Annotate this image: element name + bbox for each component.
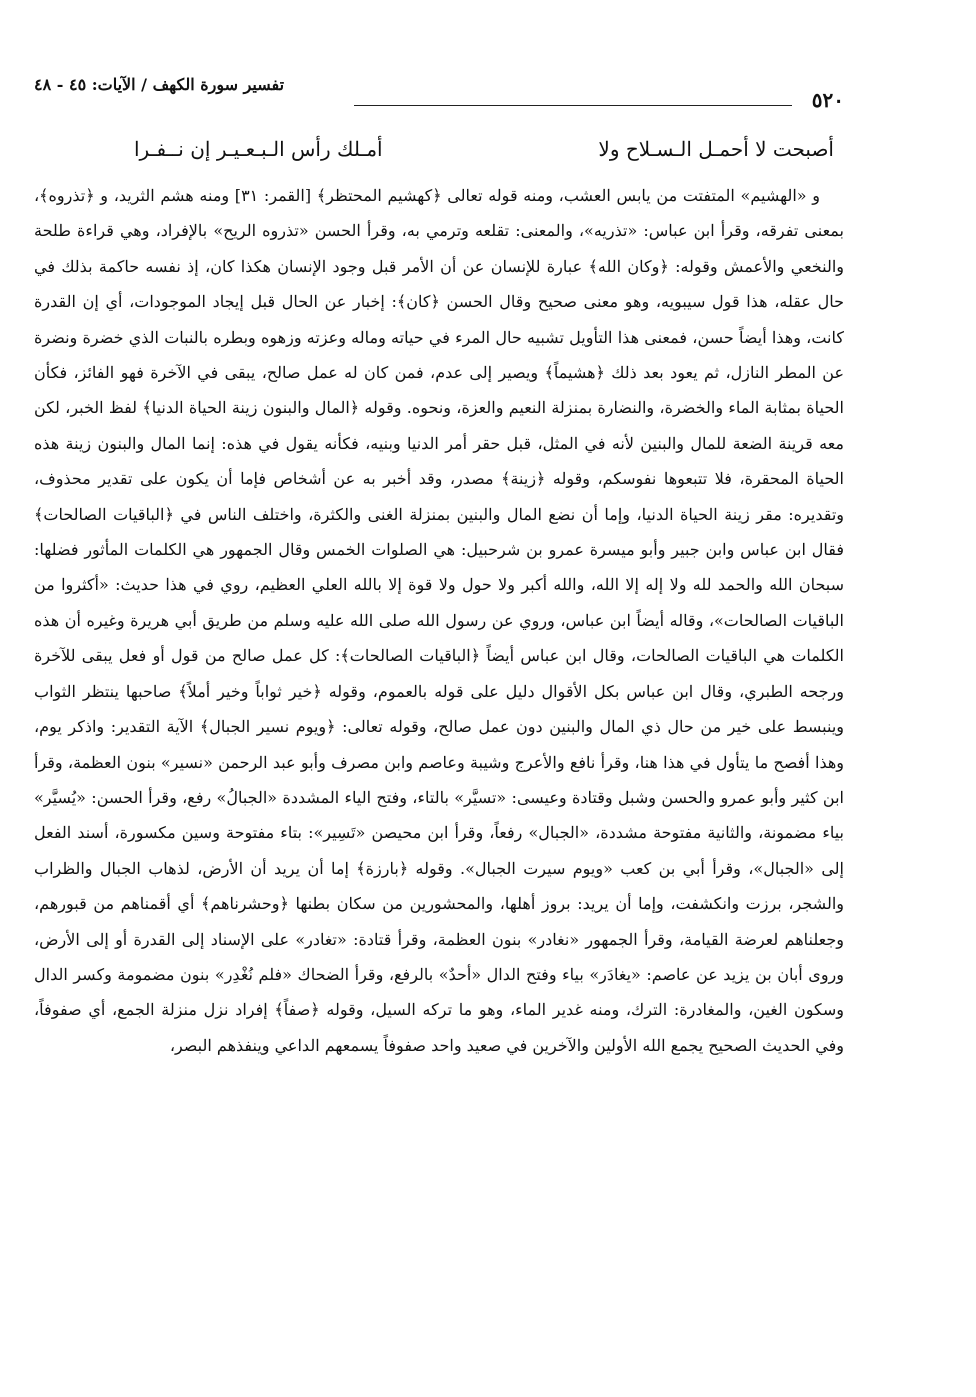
running-title: تفسير سورة الكهف / الآيات: ٤٥ - ٤٨ — [34, 75, 285, 94]
commentary-paragraph: و «الهشيم» المتفتت من يابس العشب، ومنه قوله تعالى ﴿كهشيم المحتظر﴾ [القمر: ٣١] ومنه هشم الثريد، و ﴿تذروه﴾، بمعنى تفرقه، وقرأ ابن عباس: «تذريه»، والمعنى: تقلعه وترمي به، وقرأ الحسن «تذروه الريح» بالإفراد، وهي قراءة طلحة والنخعي والأعمش وقوله: ﴿وكان الله﴾ عبارة للإنسان عن أن الأمر قبل وجود الإنسان هكذا كان، إذ نفسه حاكمة بذلك في حال عقله، هذا قول سيبويه، وهو معنى صحيح وقال الحسن ﴿كان﴾: إخبار عن الحال قبل إيجاد الموجودات، أي إن القدرة كانت، وهذا أيضاً حسن، فمعنى هذا التأويل تشبيه حال المرء في حياته وماله وعزته وزهوه وبطره بالنبات الذي خضرة ونضرة عن المطر النازل، ثم يعود بعد ذلك ﴿هشيماً﴾ ويصير إلى عدم، فمن كان له عمل صالح، يبقى في الآخرة فهو الفائز، فكأن الحياة بمثابة الماء والخضرة، والنضارة بمنزلة النعيم والعزة، ونحوه. وقوله ﴿المال والبنون زينة الحياة الدنيا﴾ لفظ الخبر، لكن معه قرينة الضعة للمال والبنين لأنه في المثل، قبل حقر أمر الدنيا وبنيه، فكأنه يقول في هذه: إنما المال والبنون زينة هذه الحياة المحقرة، فلا تتبعوها نفوسكم، وقوله ﴿زينة﴾ مصدر، وقد أخبر به عن أشخاص فإما أن يكون على تقدير محذوف، وتقديره: مقر زينة الحياة الدنيا، وإما أن نضع المال والبنين بمنزلة الغنى والكثرة، واختلف الناس في ﴿الباقيات الصالحات﴾ فقال ابن عباس وابن جبير وأبو ميسرة عمرو بن شرحبيل: هي الصلوات الخمس وقال الجمهور هي الكلمات المأثور فضلها: سبحان الله والحمد لله ولا إله إلا الله، والله أكبر ولا حول ولا قوة إلا بالله العلي العظيم، روي في هذا حديث: «أكثروا من الباقيات الصالحات»، وقاله أيضاً ابن عباس، وروي عن رسول الله صلى الله عليه وسلم من طريق أبي هريرة وغيره أن هذه الكلمات هي الباقيات الصالحات، وقال ابن عباس أيضاً ﴿الباقيات الصالحات﴾: كل عمل صالح من قول أو فعل يبقى للآخرة ورجحه الطبري، وقال ابن عباس بكل الأقوال دليل على قوله بالعموم، وقوله ﴿خير ثواباً وخير أملاً﴾ صاحبها ينتظر الثواب وينبسط على خير من حال ذي المال والبنين دون عمل صالح، وقوله تعالى: ﴿ويوم نسير الجبال﴾ الآية التقدير: واذكر يوم، وهذا أفصح ما يتأول في هذا هنا، وقرأ نافع والأعرج وشيبة وعاصم وابن مصرف وأبو عبد الرحمن «نسير» بنون العظمة، وقرأ ابن كثير وأبو عمرو والحسن وشبل وقتادة وعيسى: «تسيَّر» بالتاء، وفتح الياء المشددة «الجبالُ» رفع، وقرأ الحسن: «يُسيَّر» بياء مضمونة، والثانية مفتوحة مشددة، «الجبال» رفعاً، وقرأ ابن محيصن «تَسِير»: بتاء مفتوحة وسين مكسورة، أسند الفعل إلى «الجبال»، وقرأ أبي بن كعب «ويوم سيرت الجبال». وقوله ﴿بارزة﴾ إما أن يريد أن الأرض، لذهاب الجبال والظراب والشجر، برزت وانكشفت، وإما أن يريد: بروز أهلها، والمحشورين من سكان بطنها ﴿وحشرناهم﴾ أي أقمناهم من قبورهم، وجعلناهم لعرضة القيامة، وقرأ الجمهور «نغادر» بنون العظمة، وقرأ قتادة: «تغادر» على الإسناد إلى القدرة أو إلى الأرض، وروى أبان بن يزيد عن عاصم: «يغادَر» بياء وفتح الدال «أحدٌ» بالرفع، وقرأ الضحاك «فلم نُغْدِر» بنون مضمومة وكسر الدال وسكون الغين، والمغادرة: الترك، ومنه غدير الماء، وهو ما تركه السيل، وقوله ﴿صفاً﴾ إفراد نزل منزلة الجمع، أي صفوفاً، وفي الحديث الصحيح يجمع الله الأولين والآخرين في صعيد واحد صفوفاً يسمعهم الداعي وينفذهم البصر، — [34, 186, 845, 1055]
header-rule — [354, 105, 792, 106]
verse-hemistich-left: أمـلك رأس الـبـعـيـر إن نــفـرا — [134, 137, 383, 161]
page-header — [34, 70, 844, 110]
poetry-verse — [134, 134, 834, 164]
verse-hemistich-right: أصبحت لا أحمـل الـسـلاح ولا — [598, 137, 834, 161]
page-number: ٥٢٠ — [811, 88, 844, 112]
commentary-body — [34, 178, 844, 1063]
